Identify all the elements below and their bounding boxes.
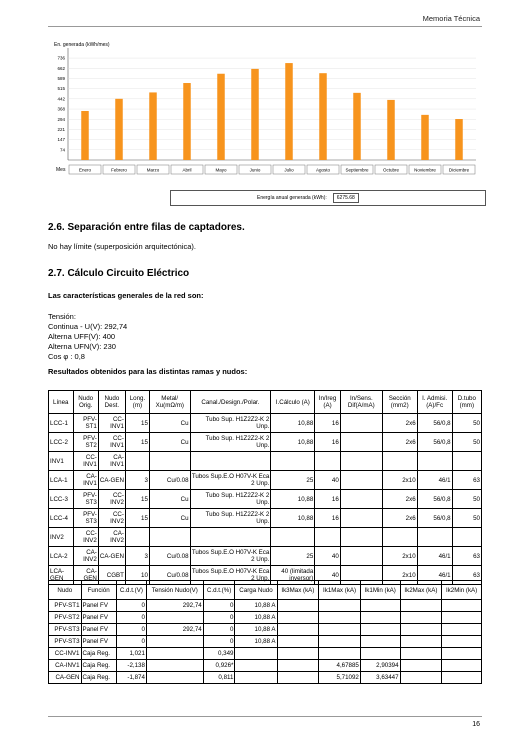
table-cell: 292,74 [146,600,203,612]
column-header: In/Ireg (A) [315,391,341,414]
table-cell: 0,926* [203,660,235,672]
chart-y-label: En. generada (kWh/mes) [54,42,110,48]
column-header: C.d.t.(V) [116,581,146,600]
table-cell: 0 [116,600,146,612]
table-cell [442,600,482,612]
column-header: Nudo Orig. [73,391,98,414]
table-cell: 2x10 [382,547,417,566]
table-cell: CA-GEN [98,471,125,490]
table-cell: 25 [271,547,315,566]
column-header: Canal./Design./Polar. [190,391,271,414]
bar [421,115,429,160]
table-cell: 2x6 [382,509,417,528]
table-cell [271,452,315,471]
table-cell: Panel FV [81,612,116,624]
column-header: Sección (mm2) [382,391,417,414]
table-cell: CA-GEN [73,566,98,585]
table-cell: 40 [315,547,341,566]
bar [251,69,259,160]
table-cell: 16 [315,414,341,433]
y-tick-label: 515 [57,86,65,92]
table-cell: CGBT [98,566,125,585]
table-cell: PFV-ST3 [73,509,98,528]
table-cell [340,414,382,433]
table-cell: 10,88 [271,490,315,509]
branches-table-header [49,391,482,414]
bar [81,111,89,160]
table-cell [452,452,481,471]
column-header: Nudo [49,581,82,600]
x-tick-label: Abril [182,167,192,173]
table-cell: LCC-2 [49,433,74,452]
nodes-table-header [49,581,482,600]
annual-energy-value: 6275.68 [333,193,359,203]
column-header: Long. (m) [125,391,149,414]
header-title: Memoria Técnica [422,14,480,23]
table-cell: 5,71092 [319,672,361,684]
table-cell: PFV-ST1 [73,414,98,433]
table-cell [319,648,361,660]
table-cell: 0 [116,636,146,648]
table-cell [319,612,361,624]
table-cell: CA-INV1 [49,660,82,672]
table-cell: 15 [125,433,149,452]
table-cell [277,600,319,612]
y-tick-label: 368 [57,106,65,112]
table-cell: Panel FV [81,624,116,636]
table-cell: Caja Reg. [81,672,116,684]
energy-bar-chart [48,34,482,210]
table-cell: 63 [452,547,481,566]
table-cell: 16 [315,433,341,452]
voltage-line: Alterna UFN(V): 230 [48,342,116,351]
table-cell: LCA-1 [49,471,74,490]
voltage-line: Cos φ : 0,8 [48,352,85,361]
bar [285,63,293,160]
x-tick-label: Diciembre [448,167,470,173]
table-cell: 40 [315,566,341,585]
table-cell [277,636,319,648]
section-2-7-title: 2.7. Cálculo Circuito Eléctrico [48,268,190,279]
table-cell: 46/1 [417,471,452,490]
table-cell: 15 [125,490,149,509]
bar [319,73,327,160]
table-cell: CC-INV1 [98,414,125,433]
table-cell [400,672,442,684]
column-header: Ik3Max (kA) [277,581,319,600]
x-tick-label: Agosto [315,167,331,173]
table-cell: 0 [116,612,146,624]
table-cell: 15 [125,509,149,528]
y-tick-label: 442 [57,96,65,102]
table-cell: 16 [315,490,341,509]
column-header: C.d.t.(%) [203,581,235,600]
node-row [49,660,482,672]
table-cell: 63 [452,471,481,490]
x-tick-label: Septiembre [345,167,369,173]
table-cell: 3 [125,547,149,566]
table-cell: 50 [452,433,481,452]
table-cell: -1,874 [116,672,146,684]
table-cell [146,648,203,660]
table-cell: CC-INV2 [98,509,125,528]
table-cell [319,600,361,612]
table-cell: Tubos Sup.E.O H07V-K Eca 2 Unp. [190,547,271,566]
table-cell: 10,88 [271,509,315,528]
branches-table-body [49,414,482,585]
table-cell [417,452,452,471]
table-cell [340,490,382,509]
x-tick-label: Febrero [111,167,127,173]
network-intro: Las características generales de la red son: [48,291,204,300]
branches-table [48,390,482,585]
table-cell [146,636,203,648]
table-cell [360,600,400,612]
page-number: 16 [472,721,480,728]
table-cell [190,452,271,471]
column-header: Ik1Max (kA) [319,581,361,600]
table-cell: Caja Reg. [81,660,116,672]
table-cell [146,672,203,684]
table-cell: Tubo Sup. H1Z2Z2-K 2 Unp. [190,509,271,528]
annual-energy-label: Energía anual generada (kWh): [257,195,327,201]
column-header: Carga Nudo [235,581,277,600]
table-cell: 2x10 [382,471,417,490]
table-cell [340,452,382,471]
table-cell [442,624,482,636]
table-cell: 0 [203,612,235,624]
table-cell: 0 [203,600,235,612]
table-cell [340,547,382,566]
table-cell [277,648,319,660]
table-cell [442,612,482,624]
table-cell [442,672,482,684]
table-cell: 10,88 A [235,600,277,612]
table-cell: INV1 [49,452,74,471]
table-cell: CC-INV2 [73,528,98,547]
table-cell: CA-INV1 [73,471,98,490]
bar [183,83,191,160]
bar [149,92,157,160]
x-tick-label: Junio [249,167,261,173]
column-header: Ik2Max (kA) [400,581,442,600]
column-header: Tensión Nudo(V) [146,581,203,600]
table-cell [360,636,400,648]
table-cell [277,624,319,636]
bar [387,100,395,160]
table-cell: Cu/0.08 [149,471,190,490]
voltage-line: Alterna UFF(V): 400 [48,332,116,341]
table-cell: Cu [149,509,190,528]
table-cell: 10,88 A [235,612,277,624]
table-cell [340,433,382,452]
table-cell [417,528,452,547]
table-cell: INV2 [49,528,74,547]
table-cell [452,528,481,547]
table-cell [442,636,482,648]
table-cell: 3 [125,471,149,490]
x-tick-label: Octubre [382,167,400,173]
table-cell [190,528,271,547]
table-cell: Panel FV [81,600,116,612]
table-cell: 50 [452,509,481,528]
column-header: Línea [49,391,74,414]
branch-row [49,471,482,490]
header-divider [48,26,482,27]
chart-y-ticks [57,56,65,153]
table-cell: Cu/0.08 [149,566,190,585]
x-tick-label: Julio [284,167,294,173]
table-cell: 10,88 [271,433,315,452]
table-cell: Caja Reg. [81,648,116,660]
y-tick-label: 74 [59,147,65,153]
table-cell [360,624,400,636]
table-cell [319,636,361,648]
branch-row [49,452,482,471]
table-cell: 2x6 [382,433,417,452]
table-cell: CA-INV2 [73,547,98,566]
column-header: I. Admisi. (A)/Fc [417,391,452,414]
table-cell [235,648,277,660]
table-cell: 56/0,8 [417,509,452,528]
bar [353,93,361,160]
table-cell: CC-INV1 [73,452,98,471]
table-cell: Cu [149,490,190,509]
table-cell [382,528,417,547]
table-cell: PFV-ST3 [49,636,82,648]
table-cell: 46/1 [417,547,452,566]
branch-row [49,528,482,547]
x-tick-label: Noviembre [414,167,436,173]
chart-x-label: Mes [56,167,66,173]
x-tick-label: Mayo [215,167,227,173]
table-cell [149,452,190,471]
table-cell [315,452,341,471]
table-cell: 15 [125,414,149,433]
chart-bars [81,63,463,160]
table-cell: 2x10 [382,566,417,585]
x-tick-label: Enero [78,167,92,173]
branch-row [49,547,482,566]
table-cell: LCC-3 [49,490,74,509]
table-cell: 10 [125,566,149,585]
table-cell: CA-GEN [49,672,82,684]
table-cell: LCA-GEN [49,566,74,585]
node-row [49,672,482,684]
table-cell: Cu/0.08 [149,547,190,566]
table-cell: CC-INV2 [98,490,125,509]
table-cell: CC-INV1 [49,648,82,660]
branch-row [49,490,482,509]
node-row [49,612,482,624]
voltage-line: Tensión: [48,312,76,321]
table-cell: 1,021 [116,648,146,660]
table-cell [146,660,203,672]
results-heading: Resultados obtenidos para las distintas ramas y nudos: [48,367,248,376]
table-cell [277,660,319,672]
table-cell: 25 [271,471,315,490]
table-cell: CA-INV2 [98,528,125,547]
branch-row [49,433,482,452]
table-cell: 10,88 A [235,636,277,648]
y-tick-label: 294 [57,116,65,122]
table-cell: CA-GEN [98,547,125,566]
table-cell [360,612,400,624]
table-cell [340,471,382,490]
table-cell: LCC-1 [49,414,74,433]
chart-grid [68,48,476,160]
table-cell [400,636,442,648]
table-cell [125,528,149,547]
node-row [49,648,482,660]
table-cell: Tubo Sup. H1Z2Z2-K 2 Unp. [190,433,271,452]
column-header: Metal/ Xu(mΩ/m) [149,391,190,414]
table-cell: 2x6 [382,414,417,433]
table-cell [319,624,361,636]
branch-row [49,414,482,433]
table-cell: 40 [315,471,341,490]
table-cell [235,672,277,684]
section-2-6-text: No hay límite (superposición arquitectónica). [48,242,196,251]
table-cell: LCC-4 [49,509,74,528]
table-cell: 2,90394 [360,660,400,672]
table-cell: LCA-2 [49,547,74,566]
table-cell: PFV-ST1 [49,600,82,612]
table-cell: 0 [116,624,146,636]
table-cell [235,660,277,672]
table-cell: 0 [203,636,235,648]
chart-x-ticks [69,165,475,174]
node-row [49,624,482,636]
table-cell [149,528,190,547]
table-cell [400,624,442,636]
table-cell [125,452,149,471]
table-cell: Cu [149,433,190,452]
table-cell: 56/0,8 [417,490,452,509]
table-cell: 0,349 [203,648,235,660]
y-tick-label: 221 [57,126,65,132]
y-tick-label: 589 [57,75,65,81]
table-cell: Tubo Sup. H1Z2Z2-K 2 Unp. [190,414,271,433]
footer-divider [48,716,482,717]
table-cell [277,672,319,684]
node-row [49,636,482,648]
table-cell: PFV-ST2 [73,433,98,452]
table-cell [271,528,315,547]
table-cell [277,612,319,624]
table-cell: 0,811 [203,672,235,684]
table-cell: PFV-ST2 [49,612,82,624]
table-cell: Panel FV [81,636,116,648]
table-cell: PFV-ST3 [73,490,98,509]
annual-energy-box [170,190,486,206]
column-header: Ik1Min (kA) [360,581,400,600]
y-tick-label: 736 [57,55,65,61]
branch-row [49,509,482,528]
table-cell: PFV-ST3 [49,624,82,636]
y-tick-label: 147 [57,137,65,143]
table-cell: 50 [452,414,481,433]
table-cell: 16 [315,509,341,528]
table-cell: 63 [452,566,481,585]
table-cell: Tubo Sup. H1Z2Z2-K 2 Unp. [190,490,271,509]
table-cell [340,509,382,528]
column-header: In/Sens. Dif(A/mA) [340,391,382,414]
bar [115,99,123,160]
y-tick-label: 662 [57,65,65,71]
column-header: Nudo Dest. [98,391,125,414]
table-cell: 50 [452,490,481,509]
table-cell: Tubos Sup.E.O H07V-K Eca 2 Unp. [190,471,271,490]
x-tick-label: Marzo [146,167,160,173]
table-cell: CA-INV1 [98,452,125,471]
nodes-table [48,580,482,684]
bar [455,119,463,160]
table-cell: 40 (limitada inversor) [271,566,315,585]
column-header: I.Cálculo (A) [271,391,315,414]
table-cell: Cu [149,414,190,433]
table-cell: 2x6 [382,490,417,509]
table-cell: 0 [203,624,235,636]
table-cell: -2,138 [116,660,146,672]
table-cell [400,600,442,612]
table-cell [146,612,203,624]
node-row [49,600,482,612]
table-cell [315,528,341,547]
table-cell [442,660,482,672]
voltage-line: Continua - U(V): 292,74 [48,322,128,331]
table-cell: 46/1 [417,566,452,585]
column-header: D.tubo (mm) [452,391,481,414]
bar [217,74,225,160]
table-cell: 4,67885 [319,660,361,672]
nodes-table-body [49,600,482,684]
column-header: Función [81,581,116,600]
table-cell: 56/0,8 [417,433,452,452]
table-cell [340,528,382,547]
voltage-block [48,312,127,362]
table-cell: Tubos Sup.E.O H07V-K Eca 2 Unp. [190,566,271,585]
table-cell [400,648,442,660]
table-cell [360,648,400,660]
table-cell [400,660,442,672]
table-cell: CC-INV1 [98,433,125,452]
section-2-6-title: 2.6. Separación entre filas de captadores. [48,222,245,233]
table-cell [382,452,417,471]
column-header: Ik2Min (kA) [442,581,482,600]
table-cell: 56/0,8 [417,414,452,433]
table-cell: 10,88 [271,414,315,433]
table-cell: 292,74 [146,624,203,636]
table-cell [442,648,482,660]
table-cell: 3,63447 [360,672,400,684]
table-cell [400,612,442,624]
table-cell: 10,88 A [235,624,277,636]
